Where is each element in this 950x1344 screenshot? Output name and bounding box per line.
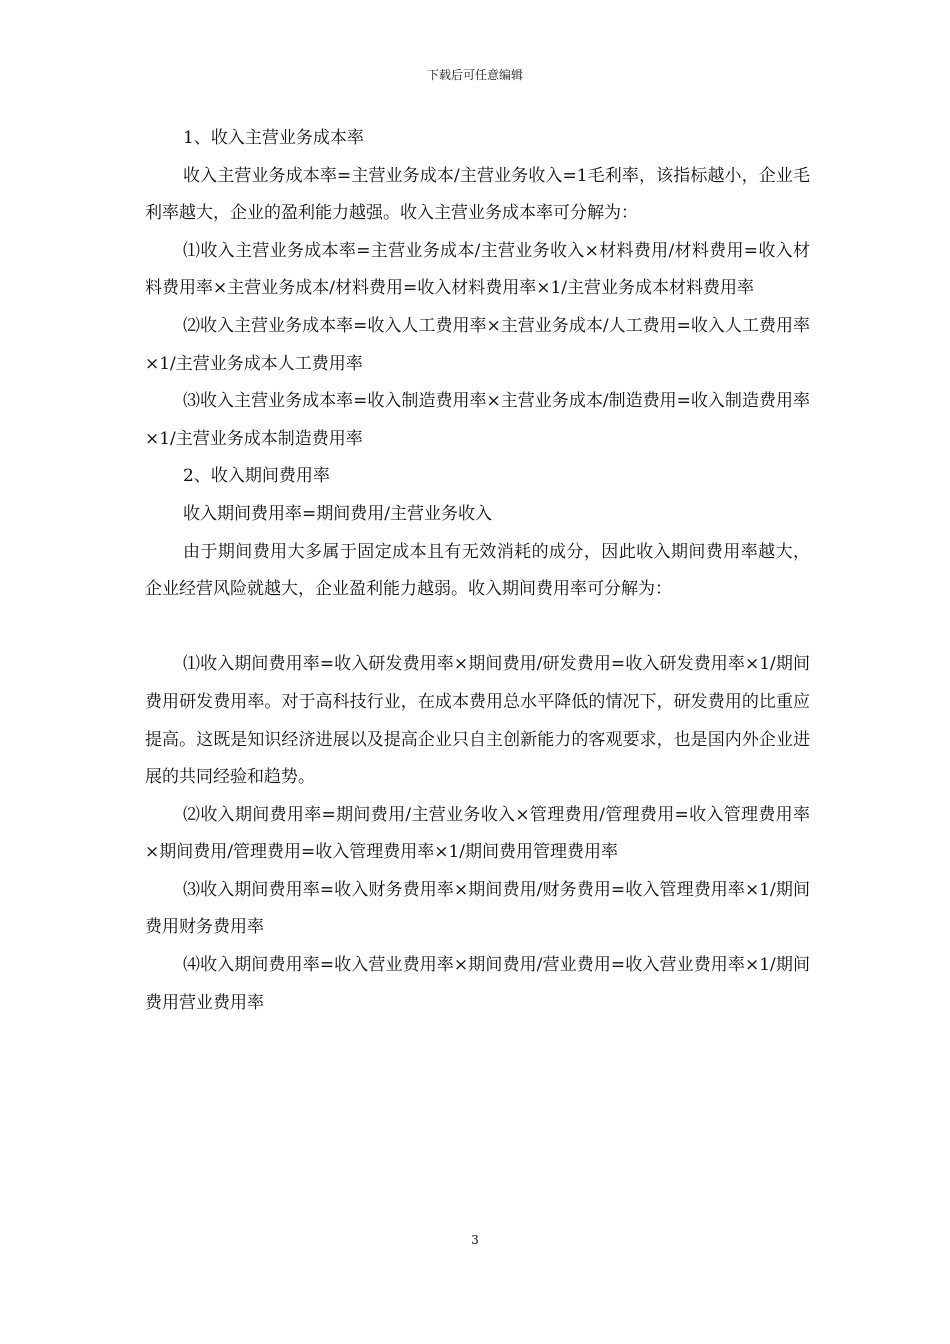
blank-line <box>145 609 810 647</box>
section-heading-1: 1、收入主营业务成本率 <box>183 128 364 148</box>
paragraph: ⑶收入期间费用率=收入财务费用率×期间费用/财务费用=收入管理费用率×1/期间费用财务费用率 <box>145 879 810 938</box>
paragraph: 收入期间费用率=期间费用/主营业务收入 <box>183 503 492 524</box>
paragraph: 由于期间费用大多属于固定成本且有无效消耗的成分，因此收入期间费用率越大，企业经营风险就越大，企业盈利能力越弱。收入期间费用率可分解为： <box>145 541 810 600</box>
paragraph: ⑵收入期间费用率=期间费用/主营业务收入×管理费用/管理费用=收入管理费用率×期间费用/管理费用=收入管理费用率×1/期间费用管理费用率 <box>145 804 810 863</box>
paragraph: ⑶收入主营业务成本率=收入制造费用率×主营业务成本/制造费用=收入制造费用率×1/主营业务成本制造费用率 <box>145 391 810 449</box>
paragraph: ⑵收入主营业务成本率=收入人工费用率×主营业务成本/人工费用=收入人工费用率×1/主营业务成本人工费用率 <box>145 315 810 374</box>
paragraph: 收入主营业务成本率=主营业务成本/主营业务收入=1毛利率，该指标越小，企业毛利率越大，企业的盈利能力越强。收入主营业务成本率可分解为： <box>145 165 810 224</box>
page-number: 3 <box>471 1233 479 1247</box>
paragraph: ⑴收入期间费用率=收入研发费用率×期间费用/研发费用=收入研发费用率×1/期间费用研发费用率。对于高科技行业，在成本费用总水平降低的情况下，研发费用的比重应提高。这既是知识经济进展以及提高企业只自主创新能力的客观要求，也是国内外企业进展的共同经验和趋势。 <box>145 654 810 788</box>
paragraph: ⑴收入主营业务成本率=主营业务成本/主营业务收入×材料费用/材料费用=收入材料费用率×主营业务成本/材料费用=收入材料费用率×1/主营业务成本材料费用率 <box>145 240 810 299</box>
page-header: 下载后可任意编辑 <box>426 68 523 82</box>
section-heading-2: 2、收入期间费用率 <box>183 466 330 487</box>
document-body <box>145 120 810 1022</box>
paragraph: ⑷收入期间费用率=收入营业费用率×期间费用/营业费用=收入营业费用率×1/期间费用营业费用率 <box>145 955 810 1013</box>
